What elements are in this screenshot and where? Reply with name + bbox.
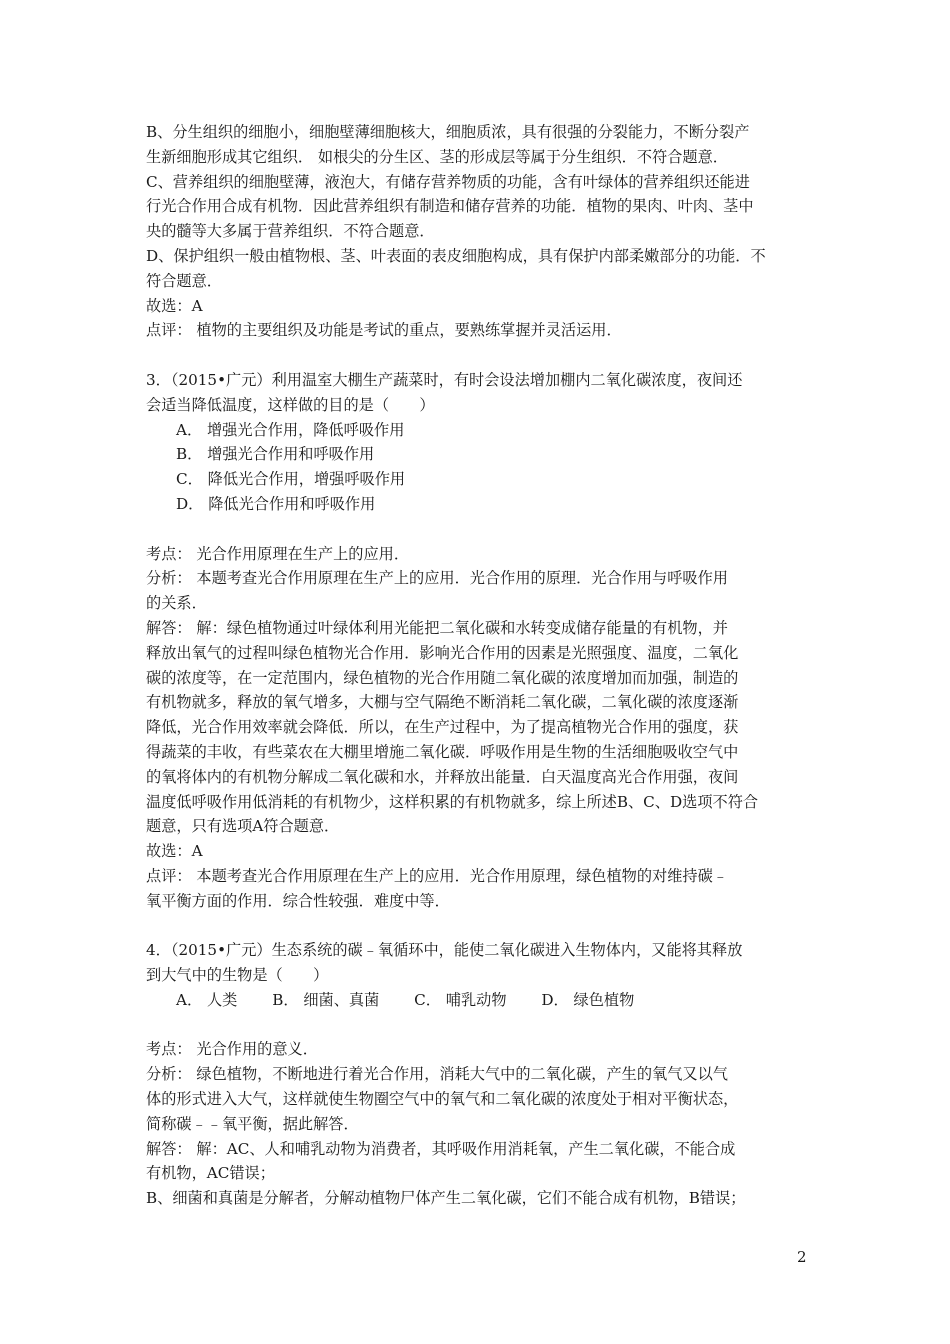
- question-stem: 4．（2015•广元）生态系统的碳﹣氧循环中，能使二氧化碳进入生物体内，又能将其释放: [146, 941, 743, 960]
- question-3: [146, 368, 810, 914]
- comment-line: 点评： 本题考查光合作用原理在生产上的应用．光合作用原理，绿色植物的对维持碳﹣: [146, 866, 728, 885]
- option-c: C． 降低光合作用，增强呼吸作用: [176, 470, 406, 489]
- solution-line: 碳的浓度等，在一定范围内，绿色植物的光合作用随二氧化碳的浓度增加而加强，制造的: [146, 668, 739, 687]
- solution-line: 有机物，AC错误；: [146, 1164, 275, 1183]
- text-line: B、分生组织的细胞小，细胞壁薄细胞核大，细胞质浓，具有很强的分裂能力，不断分裂产: [146, 123, 750, 141]
- question-4: [146, 938, 810, 1211]
- question-stem: 会适当降低温度，这样做的目的是（ ）: [146, 395, 435, 414]
- option-a: A． 增强光合作用，降低呼吸作用: [176, 420, 405, 439]
- analysis-line: 分析： 绿色植物，不断地进行着光合作用，消耗大气中的二氧化碳，产生的氧气又以气: [146, 1065, 728, 1084]
- text-line: C、营养组织的细胞壁薄，液泡大，有储存营养物质的功能，含有叶绿体的营养组织还能进: [146, 172, 750, 191]
- document-body: [146, 120, 810, 1211]
- answer-line: 故选：A: [146, 296, 203, 315]
- option-d: D． 绿色植物: [541, 990, 635, 1009]
- text-line: 符合题意．: [146, 271, 222, 290]
- option-c: C． 哺乳动物: [414, 990, 507, 1009]
- comment-line: 点评： 植物的主要组织及功能是考试的重点，要熟练掌握并灵活运用．: [146, 321, 622, 340]
- solution-line: 解答： 解：绿色植物通过叶绿体利用光能把二氧化碳和水转变成储存能量的有机物，并: [146, 618, 728, 637]
- text-line: 央的髓等大多属于营养组织．不符合题意．: [146, 222, 435, 241]
- spacer: [146, 517, 810, 542]
- spacer: [146, 914, 810, 939]
- text-line: D、保护组织一般由植物根、茎、叶表面的表皮细胞构成，具有保护内部柔嫩部分的功能．不: [146, 246, 766, 265]
- solution-line: 有机物就多，释放的氧气增多，大棚与空气隔绝不断消耗二氧化碳，二氧化碳的浓度逐渐: [146, 693, 739, 712]
- analysis-line: 分析： 本题考查光合作用原理在生产上的应用．光合作用的原理．光合作用与呼吸作用: [146, 569, 728, 588]
- solution-line: 得蔬菜的丰收，有些菜农在大棚里增施二氧化碳．呼吸作用是生物的生活细胞吸收空气中: [146, 742, 739, 761]
- page-number: 2: [797, 1248, 807, 1266]
- solution-line: 降低，光合作用效率就会降低．所以，在生产过程中，为了提高植物光合作用的强度，获: [146, 718, 739, 737]
- text-line: 行光合作用合成有机物．因此营养组织有制造和储存营养的功能．植物的果肉、叶肉、茎中: [146, 197, 754, 216]
- solution-line: 温度低呼吸作用低消耗的有机物少，这样积累的有机物就多，综上所述B、C、D选项不符合: [146, 792, 759, 811]
- comment-line: 氧平衡方面的作用．综合性较强．难度中等．: [146, 891, 450, 910]
- key-point-line: 考点： 光合作用的意义．: [146, 1040, 318, 1059]
- analysis-line: 的关系．: [146, 594, 207, 613]
- option-d: D． 降低光合作用和呼吸作用: [176, 494, 376, 513]
- text-line: 生新细胞形成其它组织． 如根尖的分生区、茎的形成层等属于分生组织．不符合题意．: [146, 147, 728, 166]
- option-b: B． 细菌、真菌: [272, 990, 380, 1009]
- solution-line: B、细菌和真菌是分解者，分解动植物尸体产生二氧化碳，它们不能合成有机物，B错误；: [146, 1189, 746, 1208]
- option-a: A． 人类: [176, 990, 238, 1009]
- spacer: [146, 1013, 810, 1038]
- options-row: [146, 988, 810, 1013]
- spacer: [146, 343, 810, 368]
- solution-line: 的氧将体内的有机物分解成二氧化碳和水，并释放出能量．白天温度高光合作用强，夜间: [146, 767, 739, 786]
- question-stem: 3．（2015•广元）利用温室大棚生产蔬菜时，有时会设法增加棚内二氧化碳浓度，夜间还: [146, 370, 743, 389]
- question-stem: 到大气中的生物是（ ）: [146, 966, 329, 985]
- answer-line: 故选：A: [146, 842, 203, 861]
- analysis-line: 体的形式进入大气，这样就使生物圈空气中的氧气和二氧化碳的浓度处于相对平衡状态，: [146, 1090, 739, 1109]
- analysis-line: 简称碳﹣﹣氧平衡，据此解答．: [146, 1114, 359, 1133]
- previous-answer-continuation: [146, 120, 810, 343]
- key-point-line: 考点： 光合作用原理在生产上的应用．: [146, 544, 410, 563]
- solution-line: 释放出氧气的过程叫绿色植物光合作用．影响光合作用的因素是光照强度、温度，二氧化: [146, 643, 739, 662]
- solution-line: 解答： 解：AC、人和哺乳动物为消费者，其呼吸作用消耗氧，产生二氧化碳，不能合成: [146, 1139, 736, 1158]
- option-b: B． 增强光合作用和呼吸作用: [176, 445, 375, 464]
- solution-line: 题意，只有选项A符合题意．: [146, 817, 340, 836]
